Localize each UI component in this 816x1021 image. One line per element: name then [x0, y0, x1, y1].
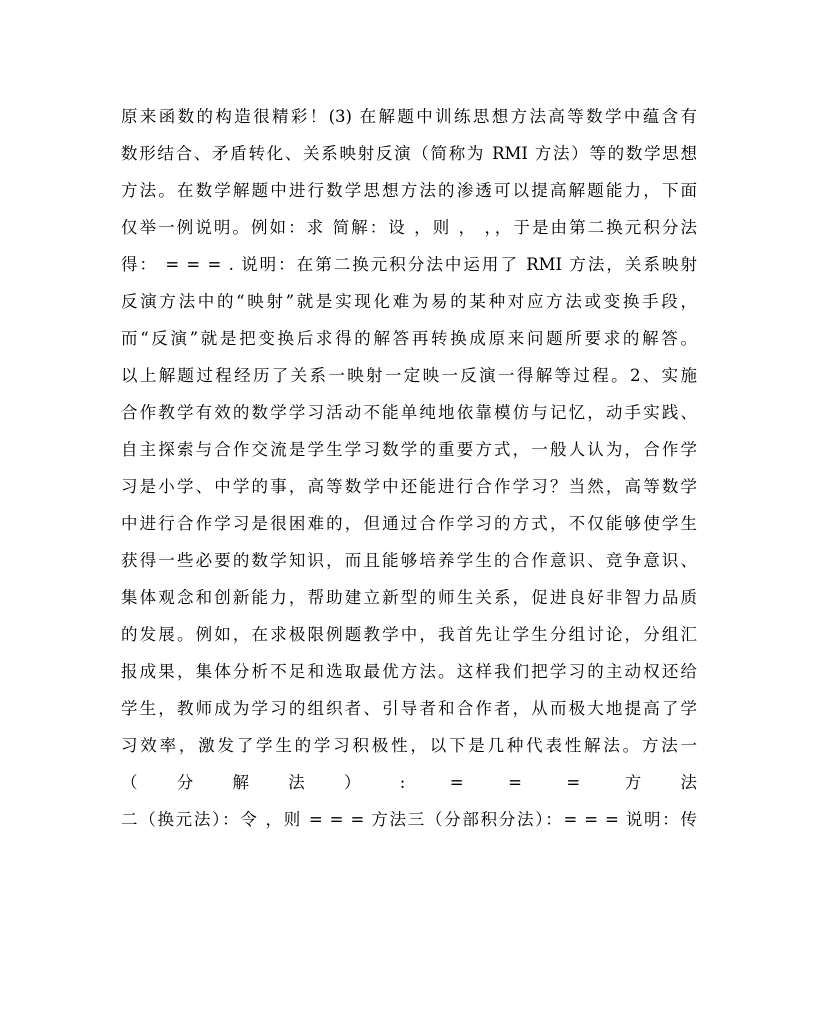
- text-line: 习效率，激发了学生的学习积极性，以下是几种代表性解法。方法一: [121, 736, 697, 755]
- text-line: 反演方法中的“映射”就是实现化难为易的某种对应方法或变换手段，: [121, 292, 697, 311]
- text-line: 得： = = = . 说明：在第二换元积分法中运用了 RMI 方法，关系映射: [121, 255, 697, 274]
- text-line: 合作教学有效的数学学习活动不能单纯地依靠模仿与记忆，动手实践、: [121, 403, 697, 422]
- text-line: 二（换元法）：令 ，则 = = = 方法三（分部积分法）：= = = 说明：传: [121, 810, 697, 829]
- text-line: 学生，教师成为学习的组织者、引导者和合作者，从而极大地提高了学: [121, 699, 697, 718]
- text-line: 以上解题过程经历了关系一映射一定映一反演一得解等过程。2、实施: [121, 366, 697, 385]
- text-line: 自主探索与合作交流是学生学习数学的重要方式，一般人认为，合作学: [121, 440, 697, 459]
- text-line: 方法。在数学解题中进行数学思想方法的渗透可以提高解题能力，下面: [121, 181, 697, 200]
- text-line: （分解法）: = = = 方法: [121, 773, 697, 792]
- text-line: 获得一些必要的数学知识，而且能够培养学生的合作意识、竞争意识、: [121, 551, 697, 570]
- text-line: 的发展。例如，在求极限例题教学中，我首先让学生分组讨论，分组汇: [121, 625, 697, 644]
- text-line: 报成果，集体分析不足和选取最优方法。这样我们把学习的主动权还给: [121, 662, 697, 681]
- text-line: 原来函数的构造很精彩！(3) 在解题中训练思想方法高等数学中蕴含有: [121, 107, 697, 126]
- text-line: 中进行合作学习是很困难的，但通过合作学习的方式，不仅能够使学生: [121, 514, 697, 533]
- text-line: 数形结合、矛盾转化、关系映射反演（简称为 RMI 方法）等的数学思想: [121, 144, 697, 163]
- text-line: 仅举一例说明。例如：求 简解：设 ，则 ， ，，于是由第二换元积分法: [121, 218, 697, 237]
- text-line: 习是小学、中学的事，高等数学中还能进行合作学习？当然，高等数学: [121, 477, 697, 496]
- body-text: [121, 98, 697, 838]
- text-line: 集体观念和创新能力，帮助建立新型的师生关系，促进良好非智力品质: [121, 588, 697, 607]
- text-line: 而“反演”就是把变换后求得的解答再转换成原来问题所要求的解答。: [121, 329, 697, 348]
